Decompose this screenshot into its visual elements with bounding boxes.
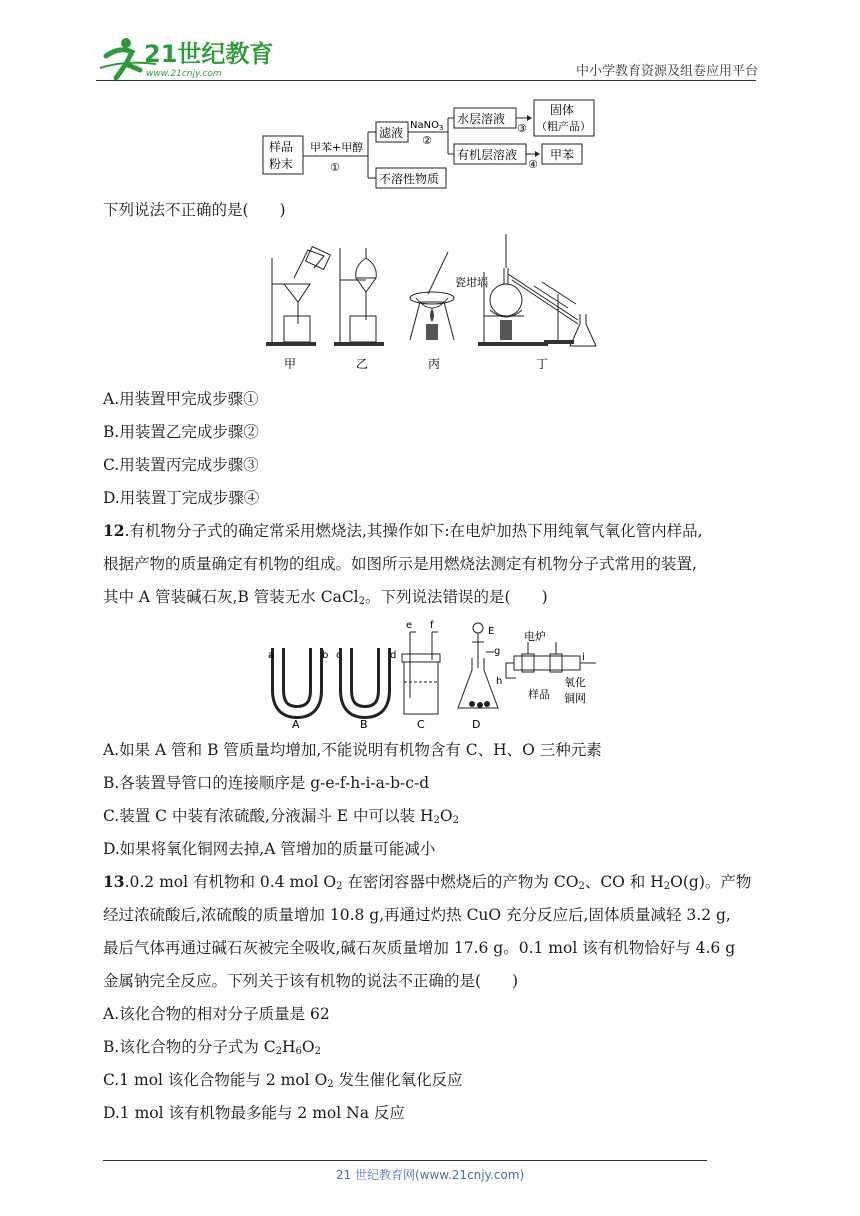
q13-line-1: 13.0.2 mol 有机物和 0.4 mol $O_2$ 在密闭容器中燃烧后的产物为 $CO_2$、CO 和 $H_2O(g)$。产物	[103, 872, 752, 892]
q12-option-d: D.如果将氧化铜网去掉,A 管增加的质量可能减小	[103, 840, 436, 858]
footer-link[interactable]: 21 世纪教育网(www.21cnjy.com)	[335, 1168, 525, 1182]
svg-text:i: i	[582, 652, 585, 663]
u-tube-a	[268, 648, 328, 731]
q13-option-c: C.1 mol 该化合物能与 2 mol $O_2$ 发生催化氧化反应	[103, 1071, 463, 1090]
svg-text:瓷坩埚: 瓷坩埚	[455, 276, 488, 289]
svg-text:不溶性物质: 不溶性物质	[379, 172, 440, 186]
q12-option-a: A.如果 A 管和 B 管质量均增加,不能说明有机物含有 C、H、O 三种元素	[103, 741, 602, 759]
svg-text:样品: 样品	[269, 140, 294, 154]
svg-text:固体: 固体	[550, 103, 575, 117]
svg-text:②: ②	[422, 134, 432, 147]
svg-text:滤液: 滤液	[379, 126, 404, 140]
apparatus-ding	[478, 234, 596, 346]
svg-text:21世纪教育: 21世纪教育	[144, 40, 274, 68]
svg-text:粉末: 粉末	[269, 157, 294, 171]
q12-line-1: 12.有机物分子式的确定常采用燃烧法,其操作如下:在电炉加热下用纯氧气氧化管内样品,	[103, 521, 703, 540]
svg-text:e: e	[406, 620, 413, 631]
svg-text:D: D	[472, 718, 481, 731]
svg-text:甲苯: 甲苯	[550, 148, 575, 162]
svg-text:甲: 甲	[284, 357, 297, 371]
apparatus-jia	[266, 247, 330, 346]
q13-line-4: 金属钠完全反应。下列关于该有机物的说法不正确的是( )	[103, 972, 519, 990]
svg-text:铜网: 铜网	[564, 692, 586, 705]
q13-line-3: 最后气体再通过碱石灰被完全吸收,碱石灰质量增加 17.6 g。0.1 mol 该有机物恰好与 4.6 g	[103, 939, 736, 957]
q12-option-b: B.各装置导管口的连接顺序是 g-e-f-h-i-a-b-c-d	[103, 774, 430, 792]
q13-option-b: B.该化合物的分子式为 $C_2H_6O_2$	[103, 1038, 321, 1057]
svg-text:A: A	[292, 718, 300, 731]
q11-option-d: D.用装置丁完成步骤④	[103, 489, 260, 507]
q11-option-a: A.用装置甲完成步骤①	[103, 390, 259, 408]
q12-line-3: 其中 A 管装碱石灰,B 管装无水 CaCl$_2$。下列说法错误的是( )	[103, 588, 548, 607]
svg-text:c: c	[336, 650, 342, 661]
svg-text:h: h	[496, 676, 503, 687]
svg-text:3: 3	[439, 124, 444, 132]
svg-text:B: B	[360, 718, 368, 731]
svg-text:电炉: 电炉	[524, 630, 546, 643]
svg-text:③: ③	[517, 122, 527, 135]
svg-text:丁: 丁	[536, 357, 549, 371]
svg-text:水层溶液: 水层溶液	[457, 112, 506, 126]
svg-text:C: C	[417, 718, 425, 731]
svg-text:④: ④	[528, 158, 538, 171]
apparatus-bing	[410, 252, 454, 340]
q11-option-b: B.用装置乙完成步骤②	[103, 423, 259, 441]
svg-text:（粗产品）: （粗产品）	[536, 120, 591, 133]
svg-text:乙: 乙	[356, 357, 369, 371]
combustion-tube	[496, 629, 596, 705]
apparatus-yi	[334, 248, 384, 346]
q11-stem: 下列说法不正确的是( )	[103, 201, 286, 219]
separation-flowchart	[258, 96, 598, 188]
svg-text:样品: 样品	[528, 688, 550, 701]
svg-text:E: E	[488, 626, 495, 637]
q13-option-a: A.该化合物的相对分子质量是 62	[103, 1005, 330, 1023]
u-tube-b	[336, 648, 396, 731]
q13-option-d: D.1 mol 该有机物最多能与 2 mol Na 反应	[103, 1104, 405, 1122]
q12-line-2: 根据产物的质量确定有机物的组成。如图所示是用燃烧法测定有机物分子式常用的装置,	[103, 555, 697, 573]
svg-text:www.21cnjy.com: www.21cnjy.com	[146, 69, 222, 79]
svg-text:NaNO: NaNO	[410, 120, 439, 131]
svg-text:丙: 丙	[428, 357, 441, 371]
wash-bottle-c	[402, 620, 440, 731]
platform-title: 中小学教育资源及组卷应用平台	[575, 64, 758, 79]
combustion-apparatus-figure	[266, 618, 600, 734]
svg-text:甲苯+甲醇: 甲苯+甲醇	[310, 141, 364, 154]
svg-text:a: a	[268, 650, 275, 661]
svg-text:有机层溶液: 有机层溶液	[457, 148, 518, 162]
site-logo	[96, 34, 274, 82]
svg-text:b: b	[322, 650, 329, 661]
svg-text:f: f	[430, 620, 434, 631]
svg-text:①: ①	[330, 161, 340, 174]
flask-d	[458, 623, 503, 731]
svg-text:d: d	[390, 650, 397, 661]
header-divider	[96, 80, 756, 81]
svg-text:氧化: 氧化	[564, 676, 586, 689]
q12-option-c: C.装置 C 中装有浓硫酸,分液漏斗 E 中可以装 $H_2O_2$	[103, 807, 459, 826]
footer-divider	[103, 1160, 707, 1161]
q13-line-2: 经过浓硫酸后,浓硫酸的质量增加 10.8 g,再通过灼热 CuO 充分反应后,固体质量减轻 3.2 g,	[103, 906, 731, 924]
svg-text:g: g	[494, 646, 501, 657]
q11-option-c: C.用装置丙完成步骤③	[103, 456, 259, 474]
apparatus-figure	[262, 228, 607, 373]
